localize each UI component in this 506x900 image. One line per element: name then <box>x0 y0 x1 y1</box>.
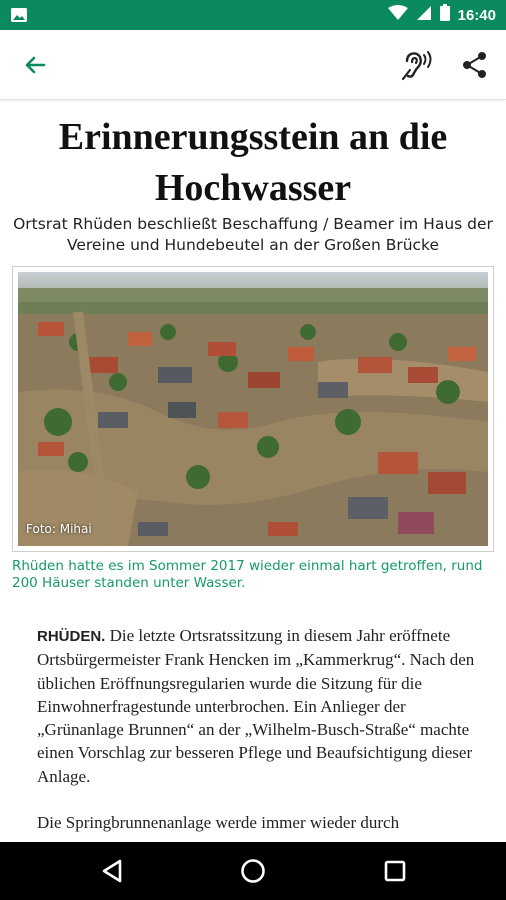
dateline: RHÜDEN. <box>37 628 106 645</box>
article-image-frame[interactable] <box>12 266 494 552</box>
image-notification-icon <box>10 7 28 23</box>
wifi-icon <box>388 5 408 26</box>
article-headline: Erinnerungsstein an die Hochwasser <box>58 116 448 209</box>
paragraph-text: Die letzte Ortsratssitzung in diesem Jahr eröffnete Ortsbürgermeister Frank Hencken im „Kammerkrug“. Nach den üblichen Eröffnungsregularien wurde die Sitzung für die Einwohnerfragestunde unterbrochen. Ein Anlieger der „Grünanlage Brunnen“ an der „Wilhelm-Busch-Straße“ machte einen Vorschlag zur besseren Pflege und Beaufsichtigung dieser Anlage. <box>37 626 475 786</box>
photo-illustration <box>18 272 488 546</box>
share-icon[interactable] <box>460 50 490 80</box>
status-time: 16:40 <box>457 6 496 24</box>
status-bar <box>0 0 506 30</box>
body-paragraph <box>37 624 477 788</box>
battery-icon <box>440 4 450 26</box>
article-subtitle: Ortsrat Rhüden beschließt Beschaffung / Beamer im Haus der Vereine und Hundebeutel an der Großen Brücke <box>13 215 493 254</box>
cell-signal-icon <box>416 5 432 26</box>
back-arrow-icon[interactable] <box>18 51 48 81</box>
app-bar <box>0 30 506 100</box>
system-navigation-bar <box>0 842 506 900</box>
body-paragraph: Die Springbrunnenanlage werde immer wieder durch <box>37 813 400 833</box>
recents-square-icon[interactable] <box>380 856 410 886</box>
article-body <box>37 624 477 857</box>
flood-aerial-photo <box>18 272 488 546</box>
read-aloud-icon[interactable] <box>398 46 436 84</box>
photo-credit: Foto: Mihai <box>26 522 92 536</box>
back-triangle-icon[interactable] <box>98 856 128 886</box>
image-caption: Rhüden hatte es im Sommer 2017 wieder einmal hart getroffen, rund 200 Häuser standen unter Wasser. <box>12 558 483 591</box>
home-circle-icon[interactable] <box>238 856 268 886</box>
